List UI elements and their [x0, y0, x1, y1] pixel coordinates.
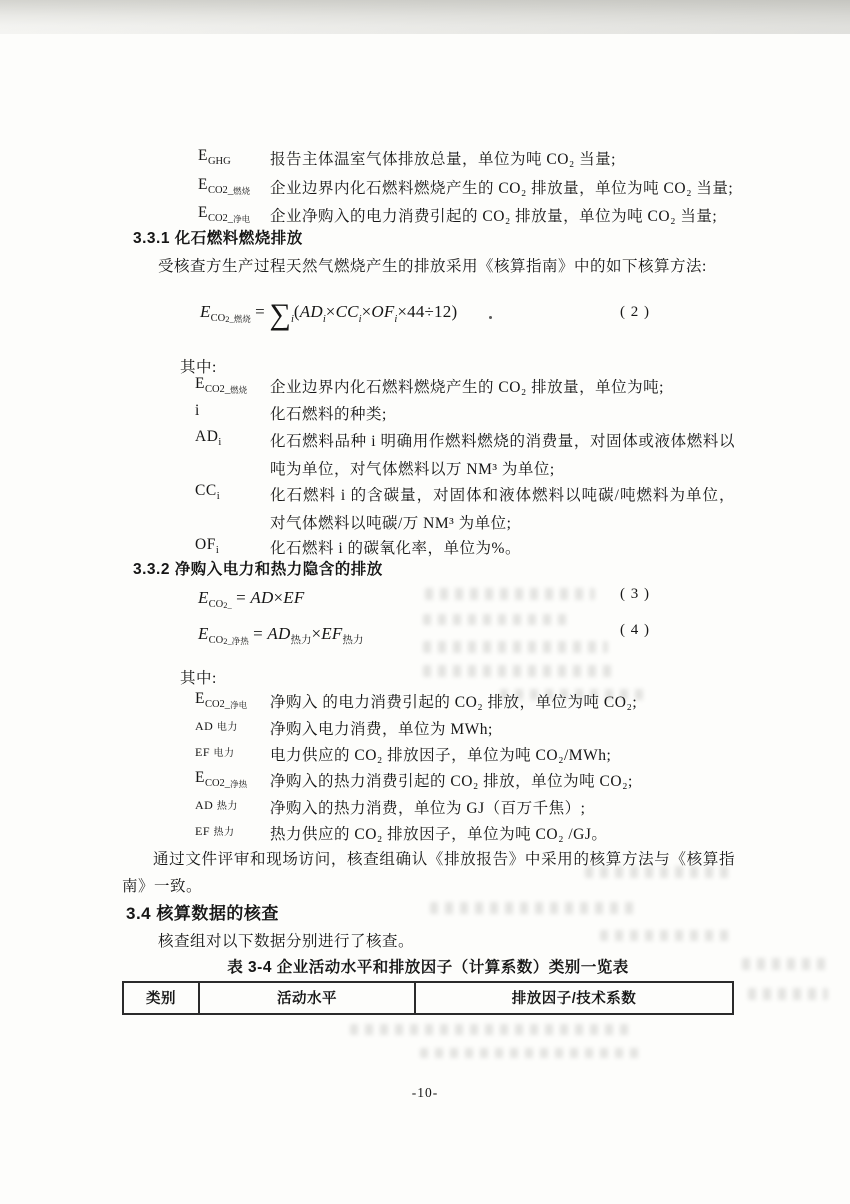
- symbol-description: 净购入 的电力消费引起的 CO₂ 排放，单位为吨 CO₂;: [270, 694, 638, 711]
- table-header-category: 类别: [146, 991, 176, 1007]
- symbol-description: 热力供应的 CO₂ 排放因子，单位为吨 CO₂ /GJ。: [270, 826, 608, 843]
- definition-row: [198, 176, 738, 198]
- category-table: [122, 981, 734, 1015]
- formula-2: $E_{CO2\_燃烧} = \sum_i(AD_i\times CC_i\times OF_i\times 44\div 12)$: [200, 298, 458, 331]
- definition-row: [195, 375, 735, 397]
- definition-row: [195, 482, 735, 538]
- formula-4: $E_{CO2\_净热} = AD_{热力}\times EF_{热力}$: [198, 624, 364, 646]
- table-header-emission-factor: 排放因子/技术系数: [414, 983, 732, 1013]
- section-intro-34: 核查组对以下数据分别进行了核查。: [158, 933, 415, 950]
- definition-row: [195, 536, 735, 558]
- definition-row: [195, 796, 735, 818]
- formula-3: $E_{CO2\_} = AD\times EF$: [198, 588, 305, 610]
- table-title: 表 3-4 企业活动水平和排放因子（计算系数）类别一览表: [227, 959, 629, 976]
- definition-row: [195, 822, 735, 844]
- bleedthrough-artifact: [425, 588, 595, 600]
- symbol-description: 报告主体温室气体排放总量，单位为吨 CO₂ 当量;: [270, 151, 616, 168]
- where-label-331: 其中:: [180, 359, 217, 376]
- where-label-332: 其中:: [180, 670, 217, 687]
- definition-row: [195, 690, 735, 712]
- bleedthrough-artifact: [430, 902, 640, 914]
- symbol-term: $AD_i$: [195, 428, 222, 448]
- bleedthrough-artifact: [500, 689, 650, 700]
- symbol-description: 企业净购入的电力消费引起的 CO₂ 排放量，单位为吨 CO₂ 当量;: [270, 208, 718, 225]
- symbol-term: AD 电力: [195, 719, 238, 733]
- symbol-description: 化石燃料品种 i 明确用作燃料燃烧的消费量，对固体或液体燃料以吨为单位，对气体燃料以万 NM³ 为单位;: [270, 433, 735, 478]
- symbol-description: 企业边界内化石燃料燃烧产生的 CO₂ 排放量，单位为吨 CO₂ 当量;: [270, 180, 734, 197]
- symbol-term: $E_{CO2\_燃烧}$: [195, 375, 248, 395]
- definition-row: [195, 428, 735, 484]
- symbol-description: 化石燃料 i 的碳氧化率，单位为%。: [270, 540, 521, 557]
- symbol-description: 企业边界内化石燃料燃烧产生的 CO₂ 排放量，单位为吨;: [270, 379, 664, 396]
- symbol-term: $E_{GHG}$: [198, 147, 231, 167]
- symbol-term: $E_{CO2\_净电}$: [195, 690, 248, 710]
- section-heading-331: 3.3.1 化石燃料燃烧排放: [133, 230, 303, 247]
- bleedthrough-artifact: [742, 958, 827, 970]
- bleedthrough-artifact: [420, 1048, 640, 1058]
- bleedthrough-artifact: [423, 665, 613, 677]
- bleedthrough-artifact: [423, 641, 608, 653]
- closing-paragraph: 通过文件评审和现场访问，核查组确认《排放报告》中采用的核算方法与《核算指南》一致。: [122, 851, 735, 895]
- definition-row: [195, 402, 735, 424]
- symbol-description: 化石燃料的种类;: [270, 406, 387, 423]
- bleedthrough-artifact: [585, 866, 735, 878]
- symbol-term: $CC_i$: [195, 482, 220, 502]
- bleedthrough-artifact: [350, 1024, 630, 1035]
- bleedthrough-artifact: [748, 988, 828, 1000]
- symbol-term: EF 热力: [195, 824, 235, 838]
- section-heading-332: 3.3.2 净购入电力和热力隐含的排放: [133, 561, 383, 578]
- symbol-description: 净购入的热力消费，单位为 GJ（百万千焦）;: [270, 800, 586, 817]
- bleedthrough-artifact: [600, 930, 730, 941]
- table-header-activity-level: 活动水平: [198, 983, 414, 1013]
- definition-row: [198, 204, 738, 226]
- symbol-term: $E_{CO2\_净电}$: [198, 204, 251, 224]
- definition-row: [195, 717, 735, 739]
- scan-edge-artifact: [0, 0, 850, 34]
- symbol-description: 净购入电力消费，单位为 MWh;: [270, 721, 493, 738]
- symbol-term: EF 电力: [195, 745, 235, 759]
- symbol-term: $OF_i$: [195, 536, 219, 556]
- page-number: -10-: [411, 1085, 439, 1100]
- symbol-description: 净购入的热力消费引起的 CO₂ 排放，单位为吨 CO₂;: [270, 773, 633, 790]
- definition-row: [195, 769, 735, 791]
- symbol-term: $E_{CO2\_净热}$: [195, 769, 248, 789]
- formula-3-number: ( 3 ): [620, 586, 650, 602]
- ink-dot-artifact: [489, 316, 492, 319]
- symbol-term: $E_{CO2\_燃烧}$: [198, 176, 251, 196]
- section-heading-34: 3.4 核算数据的核查: [126, 904, 279, 923]
- bleedthrough-artifact: [423, 614, 573, 625]
- definition-row: [195, 743, 735, 765]
- symbol-term: AD 热力: [195, 798, 238, 812]
- section-intro-331: 受核查方生产过程天然气燃烧产生的排放采用《核算指南》中的如下核算方法:: [158, 258, 707, 275]
- symbol-description: 化石燃料 i 的含碳量，对固体和液体燃料以吨碳/吨燃料为单位，对气体燃料以吨碳/万 NM³ 为单位;: [270, 487, 735, 532]
- symbol-term: i: [195, 402, 200, 419]
- symbol-description: 电力供应的 CO₂ 排放因子，单位为吨 CO₂/MWh;: [270, 747, 612, 764]
- formula-4-number: ( 4 ): [620, 622, 650, 638]
- definition-row: [198, 147, 738, 169]
- formula-2-number: ( 2 ): [620, 304, 650, 320]
